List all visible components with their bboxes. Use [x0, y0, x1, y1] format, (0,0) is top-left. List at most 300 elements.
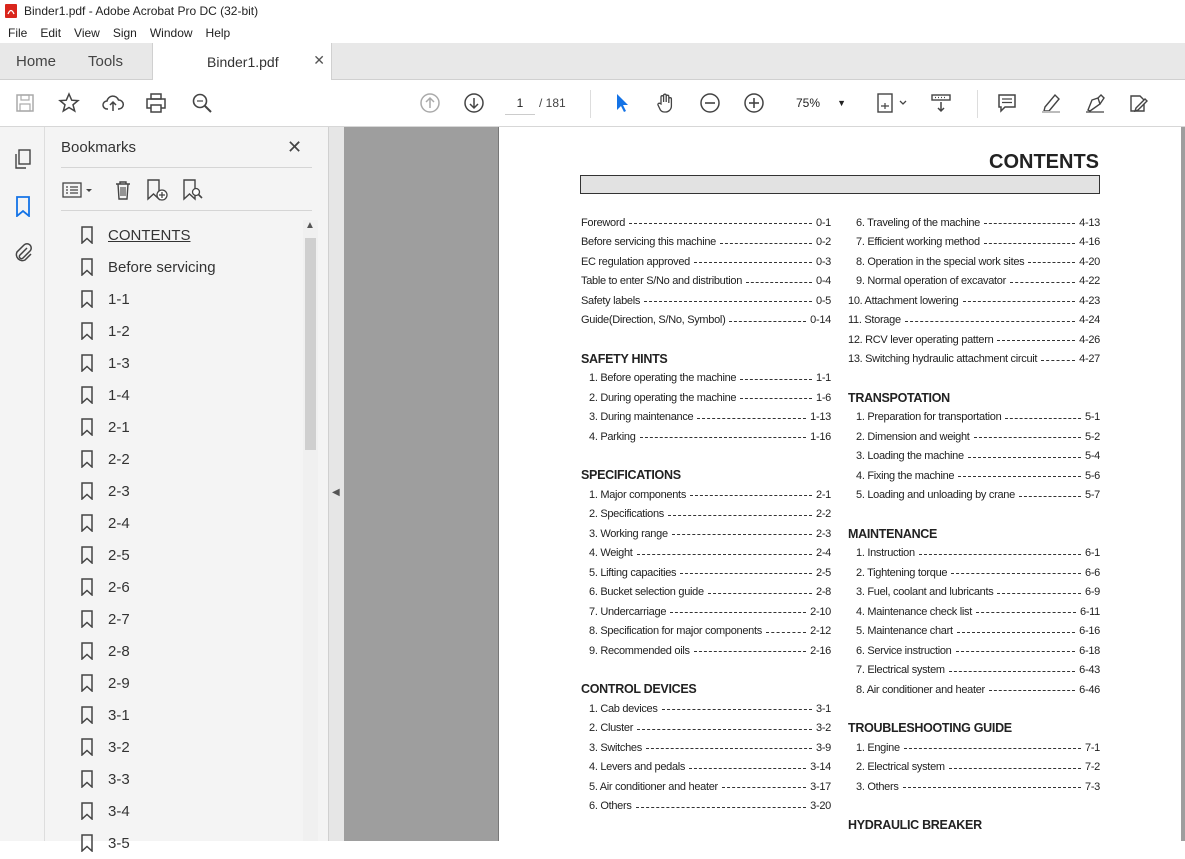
bookmark-icon: [80, 770, 94, 788]
toc-entry: [581, 427, 831, 447]
bookmark-icon: [80, 546, 94, 564]
bookmark-item[interactable]: [73, 251, 298, 283]
toc-leader-dashes: [689, 768, 806, 769]
bookmark-label: 1-4: [108, 386, 130, 404]
toc-entry-page: 6-9: [1085, 586, 1100, 599]
menu-bar: [0, 22, 1185, 43]
bookmark-label: 3-2: [108, 738, 130, 756]
previous-page-icon[interactable]: [418, 91, 442, 115]
toc-entry-label: 1. Before operating the machine: [589, 372, 737, 385]
toc-leader-dashes: [956, 651, 1076, 652]
toc-leader-dashes: [637, 554, 812, 555]
menu-item-help[interactable]: Help: [205, 25, 231, 40]
toc-entry-label: 3. During maintenance: [589, 411, 694, 424]
toc-leader-dashes: [1019, 496, 1081, 497]
bookmark-item[interactable]: [73, 795, 298, 827]
toc-entry-page: 5-1: [1085, 411, 1100, 424]
toc-leader-dashes: [1041, 360, 1075, 361]
bookmark-label: 2-8: [108, 642, 130, 660]
toc-entry-page: 0-1: [816, 216, 831, 229]
toc-entry-label: 6. Traveling of the machine: [856, 216, 980, 229]
menu-item-file[interactable]: File: [8, 25, 28, 40]
toc-entry: [581, 641, 831, 661]
toc-entry-page: 6-1: [1085, 547, 1100, 560]
bookmark-icon: [80, 482, 94, 500]
toc-entry: [848, 641, 1100, 661]
toc-entry-label: 7. Electrical system: [856, 664, 945, 677]
bookmark-item[interactable]: [73, 379, 298, 411]
toc-entry-label: 4. Parking: [589, 430, 636, 443]
bookmark-list: [73, 219, 298, 859]
toc-entry-page: 5-4: [1085, 450, 1100, 463]
toc-entry: [581, 777, 831, 797]
bookmark-icon: [80, 514, 94, 532]
toc-entry-label: 10. Attachment lowering: [848, 294, 959, 307]
toc-leader-dashes: [662, 709, 812, 710]
bookmark-item[interactable]: [73, 827, 298, 859]
toc-entry: [848, 680, 1100, 700]
toc-entry-label: 4. Fixing the machine: [856, 469, 955, 482]
toc-leader-dashes: [1010, 282, 1075, 283]
new-bookmark-icon[interactable]: [145, 177, 169, 203]
bookmark-label: 2-3: [108, 482, 130, 500]
toc-leader-dashes: [694, 651, 806, 652]
toc-entry-page: 4-27: [1079, 353, 1100, 366]
toc-entry-page: 7-3: [1085, 780, 1100, 793]
page-fit-icon[interactable]: [874, 91, 910, 115]
toc-entry-page: 0-5: [816, 294, 831, 307]
toc-leader-dashes: [640, 437, 807, 438]
toc-entry: [848, 252, 1100, 272]
toc-leader-dashes: [720, 243, 812, 244]
bookmark-item[interactable]: [73, 411, 298, 443]
toc-entry-page: 2-8: [816, 586, 831, 599]
toc-entry: [848, 213, 1100, 233]
search-icon[interactable]: [190, 91, 214, 115]
bookmark-label: 3-5: [108, 834, 130, 852]
toc-entry-label: 3. Fuel, coolant and lubricants: [856, 586, 994, 599]
toc-entry: [581, 583, 831, 603]
bookmark-label: 2-1: [108, 418, 130, 436]
tab-document-label: Binder1.pdf: [207, 54, 279, 70]
bookmark-item[interactable]: [73, 539, 298, 571]
bookmark-label: 2-5: [108, 546, 130, 564]
toc-entry: [848, 311, 1100, 331]
toc-entry-label: 3. Others: [856, 780, 899, 793]
toc-leader-dashes: [644, 301, 812, 302]
toc-left-column: [581, 213, 831, 816]
toc-entry: [848, 427, 1100, 447]
bookmark-item[interactable]: [73, 507, 298, 539]
toc-entry-label: Safety labels: [581, 294, 641, 307]
toc-entry: [848, 350, 1100, 370]
toc-entry-label: 8. Air conditioner and heater: [856, 683, 985, 696]
toc-entry-page: 1-13: [810, 411, 831, 424]
bookmark-item[interactable]: [73, 667, 298, 699]
bookmark-item[interactable]: [73, 731, 298, 763]
bookmark-icon: [80, 642, 94, 660]
toc-leader-dashes: [958, 476, 1081, 477]
bookmark-label: 2-2: [108, 450, 130, 468]
toc-leader-dashes: [957, 632, 1075, 633]
toolbar-separator: [590, 90, 591, 118]
toc-entry: [581, 622, 831, 642]
close-tab-icon[interactable]: ✕: [313, 52, 325, 68]
toc-entry-label: 5. Loading and unloading by crane: [856, 489, 1015, 502]
toc-entry-page: 1-16: [810, 430, 831, 443]
bookmark-item[interactable]: [73, 347, 298, 379]
zoom-in-icon[interactable]: [742, 91, 766, 115]
bookmark-label: CONTENTS: [108, 226, 191, 244]
toc-entry-page: 2-2: [816, 508, 831, 521]
bookmark-icon: [80, 834, 94, 852]
toc-entry: [581, 505, 831, 525]
toc-entry: [581, 388, 831, 408]
toc-entry: [848, 583, 1100, 603]
bookmark-label: 2-4: [108, 514, 130, 532]
bookmark-item[interactable]: [73, 699, 298, 731]
star-icon[interactable]: [57, 91, 81, 115]
toc-entry: [848, 272, 1100, 292]
toc-leader-dashes: [968, 457, 1081, 458]
toc-entry-label: 5. Air conditioner and heater: [589, 780, 718, 793]
toc-entry-page: 1-1: [816, 372, 831, 385]
toc-leader-dashes: [919, 554, 1081, 555]
toc-entry-page: 2-10: [810, 605, 831, 618]
toc-entry-label: 4. Levers and pedals: [589, 761, 686, 774]
toc-entry-label: 4. Maintenance check list: [856, 605, 973, 618]
close-panel-icon[interactable]: ✕: [287, 137, 303, 157]
toolbar-separator: [977, 90, 978, 118]
delete-bookmark-icon[interactable]: [112, 177, 134, 203]
toc-entry-page: 2-12: [810, 625, 831, 638]
bookmark-label: 2-6: [108, 578, 130, 596]
toc-entry-page: 0-14: [810, 314, 831, 327]
toc-entry: [581, 369, 831, 389]
bookmarks-panel-icon[interactable]: [11, 194, 35, 218]
bookmark-label: 2-9: [108, 674, 130, 692]
toc-section-heading: CONTROL DEVICES: [581, 682, 697, 697]
toc-entry-label: 1. Engine: [856, 741, 900, 754]
bookmark-label: 1-1: [108, 290, 130, 308]
toc-entry: [581, 408, 831, 428]
title-bar: [0, 0, 1185, 22]
toc-entry-label: 3. Switches: [589, 741, 642, 754]
toc-leader-dashes: [646, 748, 812, 749]
toc-leader-dashes: [949, 671, 1075, 672]
toc-leader-dashes: [1028, 262, 1075, 263]
bookmark-label: 2-7: [108, 610, 130, 628]
toc-leader-dashes: [976, 612, 1076, 613]
bookmark-item[interactable]: [73, 635, 298, 667]
toc-entry: [848, 622, 1100, 642]
bookmark-item[interactable]: [73, 443, 298, 475]
toc-leader-dashes: [690, 495, 812, 496]
highlight-pen-icon[interactable]: [1039, 91, 1063, 115]
bookmark-item[interactable]: [73, 475, 298, 507]
bookmark-icon: [80, 354, 94, 372]
toc-entry-label: 12. RCV lever operating pattern: [848, 333, 994, 346]
toc-entry: [848, 233, 1100, 253]
bookmark-icon: [80, 450, 94, 468]
toc-entry-page: 3-17: [810, 780, 831, 793]
toc-entry: [848, 544, 1100, 564]
bookmark-icon: [80, 258, 94, 276]
toc-entry-page: 4-24: [1079, 314, 1100, 327]
toc-entry-page: 3-14: [810, 761, 831, 774]
sign-pen-icon[interactable]: [1083, 91, 1107, 115]
toc-entry-label: 9. Recommended oils: [589, 644, 690, 657]
window-title: Binder1.pdf - Adobe Acrobat Pro DC (32-bit): [24, 4, 259, 18]
toc-entry-page: 2-16: [810, 644, 831, 657]
acrobat-logo-icon: [4, 4, 18, 18]
bookmark-icon: [80, 738, 94, 756]
toc-entry-label: 2. Tightening torque: [856, 566, 948, 579]
toc-entry-label: Table to enter S/No and distribution: [581, 275, 743, 288]
toc-leader-dashes: [672, 534, 812, 535]
toc-leader-dashes: [694, 262, 812, 263]
bookmark-item[interactable]: [73, 763, 298, 795]
toc-leader-dashes: [989, 690, 1075, 691]
scrolling-mode-icon[interactable]: [929, 91, 953, 115]
toc-entry-page: 1-6: [816, 391, 831, 404]
bookmark-label: 1-3: [108, 354, 130, 372]
bookmark-icon: [80, 578, 94, 596]
bookmark-options-menu[interactable]: [61, 177, 95, 203]
toc-leader-dashes: [984, 243, 1075, 244]
toc-leader-dashes: [670, 612, 806, 613]
bookmark-icon: [80, 706, 94, 724]
bookmark-icon: [80, 226, 94, 244]
cloud-upload-icon[interactable]: [101, 91, 125, 115]
toc-entry-page: 7-1: [1085, 741, 1100, 754]
toc-entry: [581, 797, 831, 817]
toc-leader-dashes: [905, 321, 1075, 322]
zoom-level-select[interactable]: [786, 91, 852, 115]
toc-entry: [581, 524, 831, 544]
bookmark-label: 3-1: [108, 706, 130, 724]
toc-entry-page: 6-6: [1085, 566, 1100, 579]
tab-document[interactable]: [152, 43, 332, 80]
toc-right-column: [848, 213, 1100, 835]
menu-item-view[interactable]: View: [74, 25, 100, 40]
toc-leader-dashes: [903, 787, 1081, 788]
toc-entry: [581, 272, 831, 292]
bookmarks-panel: [45, 127, 328, 852]
toc-entry-label: 5. Lifting capacities: [589, 566, 677, 579]
toc-entry-page: 5-6: [1085, 469, 1100, 482]
toc-entry: [581, 213, 831, 233]
bookmark-item[interactable]: [73, 571, 298, 603]
toc-entry-page: 3-2: [816, 722, 831, 735]
toc-entry-label: 3. Loading the machine: [856, 450, 964, 463]
toc-entry: [848, 738, 1100, 758]
comment-icon[interactable]: [995, 91, 1019, 115]
page-thumbnails-icon[interactable]: [11, 147, 35, 171]
bookmark-item[interactable]: [73, 603, 298, 635]
toc-entry-label: 2. Cluster: [589, 722, 634, 735]
toc-entry-page: 6-18: [1079, 644, 1100, 657]
pdf-page: [498, 127, 1181, 841]
toc-leader-dashes: [740, 379, 812, 380]
menu-item-window[interactable]: Window: [149, 25, 193, 40]
tab-tools[interactable]: Tools: [88, 53, 124, 70]
toc-entry: [581, 233, 831, 253]
bookmark-item[interactable]: [73, 219, 298, 251]
bookmark-scrollbar[interactable]: [303, 220, 318, 841]
panel-collapse-strip[interactable]: [328, 127, 344, 841]
document-viewer[interactable]: [344, 127, 1185, 841]
bookmark-search-icon[interactable]: [181, 177, 205, 203]
toc-entry-label: 2. During operating the machine: [589, 391, 737, 404]
toc-entry-page: 0-3: [816, 255, 831, 268]
menu-item-edit[interactable]: Edit: [40, 25, 62, 40]
toc-entry: [848, 758, 1100, 778]
print-icon[interactable]: [144, 91, 168, 115]
main-toolbar: [0, 80, 1185, 127]
toc-entry: [848, 408, 1100, 428]
bookmark-icon: [80, 322, 94, 340]
toc-entry-label: EC regulation approved: [581, 255, 690, 268]
toc-leader-dashes: [668, 515, 812, 516]
toc-entry-label: Foreword: [581, 216, 626, 229]
toc-entry-page: 3-20: [810, 800, 831, 813]
hand-tool-icon[interactable]: [654, 91, 678, 115]
toc-entry: [581, 485, 831, 505]
bookmark-icon: [80, 610, 94, 628]
bookmark-item[interactable]: [73, 315, 298, 347]
bookmark-icon: [80, 418, 94, 436]
toc-entry-page: 2-4: [816, 547, 831, 560]
collapse-arrow-icon[interactable]: ◀: [332, 487, 340, 498]
toc-leader-dashes: [766, 632, 806, 633]
toc-entry-label: 2. Electrical system: [856, 761, 945, 774]
toc-entry: [581, 602, 831, 622]
toc-entry-page: 4-16: [1079, 236, 1100, 249]
toc-entry-label: 3. Working range: [589, 527, 668, 540]
toc-entry-label: 2. Dimension and weight: [856, 430, 970, 443]
attachments-icon[interactable]: [11, 240, 35, 264]
toc-entry-label: 7. Efficient working method: [856, 236, 980, 249]
toc-entry-page: 3-1: [816, 702, 831, 715]
toc-entry-label: 1. Major components: [589, 488, 687, 501]
toc-section-heading: HYDRAULIC BREAKER: [848, 818, 982, 833]
next-page-icon[interactable]: [462, 91, 486, 115]
toc-leader-dashes: [697, 418, 806, 419]
tab-home[interactable]: Home: [16, 53, 57, 70]
toc-entry: [848, 661, 1100, 681]
toc-leader-dashes: [997, 593, 1081, 594]
save-icon[interactable]: [13, 91, 37, 115]
toc-entry: [848, 563, 1100, 583]
toc-entry: [848, 330, 1100, 350]
toc-section-heading: TROUBLESHOOTING GUIDE: [848, 721, 1012, 736]
page-number-input[interactable]: 1: [505, 91, 535, 115]
zoom-level-value: 75%: [796, 96, 821, 110]
toc-entry-label: 6. Others: [589, 800, 632, 813]
tab-bar: [0, 43, 1185, 80]
bookmark-icon: [80, 386, 94, 404]
toc-entry-label: 2. Specifications: [589, 508, 664, 521]
toc-entry-page: 6-43: [1079, 664, 1100, 677]
navigation-rail: [0, 127, 45, 841]
toc-entry: [581, 699, 831, 719]
bookmarks-panel-title: Bookmarks: [61, 139, 137, 156]
bookmark-label: Before servicing: [108, 258, 216, 276]
toc-entry: [848, 486, 1100, 506]
bookmark-icon: [80, 674, 94, 692]
toc-entry-page: 2-5: [816, 566, 831, 579]
toc-entry-label: 5. Maintenance chart: [856, 625, 953, 638]
toc-leader-dashes: [963, 301, 1076, 302]
select-pointer-icon[interactable]: [610, 91, 634, 115]
toc-entry-page: 0-2: [816, 236, 831, 249]
options-list-icon: [61, 179, 95, 201]
toc-entry-label: 8. Operation in the special work sites: [856, 255, 1025, 268]
title-rule-bar: [580, 175, 1100, 194]
toc-leader-dashes: [637, 729, 812, 730]
menu-item-sign[interactable]: Sign: [112, 25, 137, 40]
bookmark-icon: [80, 290, 94, 308]
divider: [61, 210, 312, 211]
toc-entry-page: 5-2: [1085, 430, 1100, 443]
scrollbar-thumb[interactable]: [305, 238, 316, 450]
toc-entry-label: 11. Storage: [848, 314, 901, 327]
toc-entry-label: 6. Bucket selection guide: [589, 586, 704, 599]
toc-entry-page: 4-23: [1079, 294, 1100, 307]
scroll-up-icon[interactable]: ▲: [305, 220, 315, 231]
toc-entry-label: 1. Instruction: [856, 547, 915, 560]
toc-entry: [848, 602, 1100, 622]
toc-leader-dashes: [904, 748, 1081, 749]
bookmark-label: 1-2: [108, 322, 130, 340]
toc-leader-dashes: [722, 787, 806, 788]
edit-pdf-icon[interactable]: [1126, 91, 1150, 115]
toc-section-heading: TRANSPOTATION: [848, 390, 950, 405]
toc-section-heading: MAINTENANCE: [848, 526, 938, 541]
toc-entry-page: 3-9: [816, 741, 831, 754]
toc-section-heading: SAFETY HINTS: [581, 351, 668, 366]
zoom-out-icon[interactable]: [698, 91, 722, 115]
toc-entry-label: 4. Weight: [589, 547, 633, 560]
toc-entry-label: Before servicing this machine: [581, 236, 716, 249]
page-total-label: / 181: [539, 96, 566, 110]
toc-entry-page: 7-2: [1085, 761, 1100, 774]
toc-entry-label: Guide(Direction, S/No, Symbol): [581, 314, 726, 327]
toc-entry-label: 6. Service instruction: [856, 644, 952, 657]
toc-entry-page: 2-1: [816, 488, 831, 501]
toc-entry: [848, 777, 1100, 797]
bookmark-item[interactable]: [73, 283, 298, 315]
toc-leader-dashes: [729, 321, 806, 322]
divider: [61, 167, 312, 168]
toc-leader-dashes: [1005, 418, 1081, 419]
toc-leader-dashes: [708, 593, 812, 594]
toc-entry: [848, 447, 1100, 467]
toc-leader-dashes: [997, 340, 1075, 341]
toc-entry-page: 6-16: [1079, 625, 1100, 638]
toc-leader-dashes: [629, 223, 812, 224]
toc-leader-dashes: [949, 768, 1081, 769]
toc-entry-page: 4-13: [1079, 216, 1100, 229]
toc-entry-label: 1. Cab devices: [589, 702, 658, 715]
toc-leader-dashes: [636, 807, 807, 808]
toc-entry: [848, 466, 1100, 486]
toc-entry-page: 4-20: [1079, 255, 1100, 268]
document-title: CONTENTS: [989, 151, 1099, 173]
toc-leader-dashes: [680, 573, 812, 574]
toc-entry-page: 0-4: [816, 275, 831, 288]
